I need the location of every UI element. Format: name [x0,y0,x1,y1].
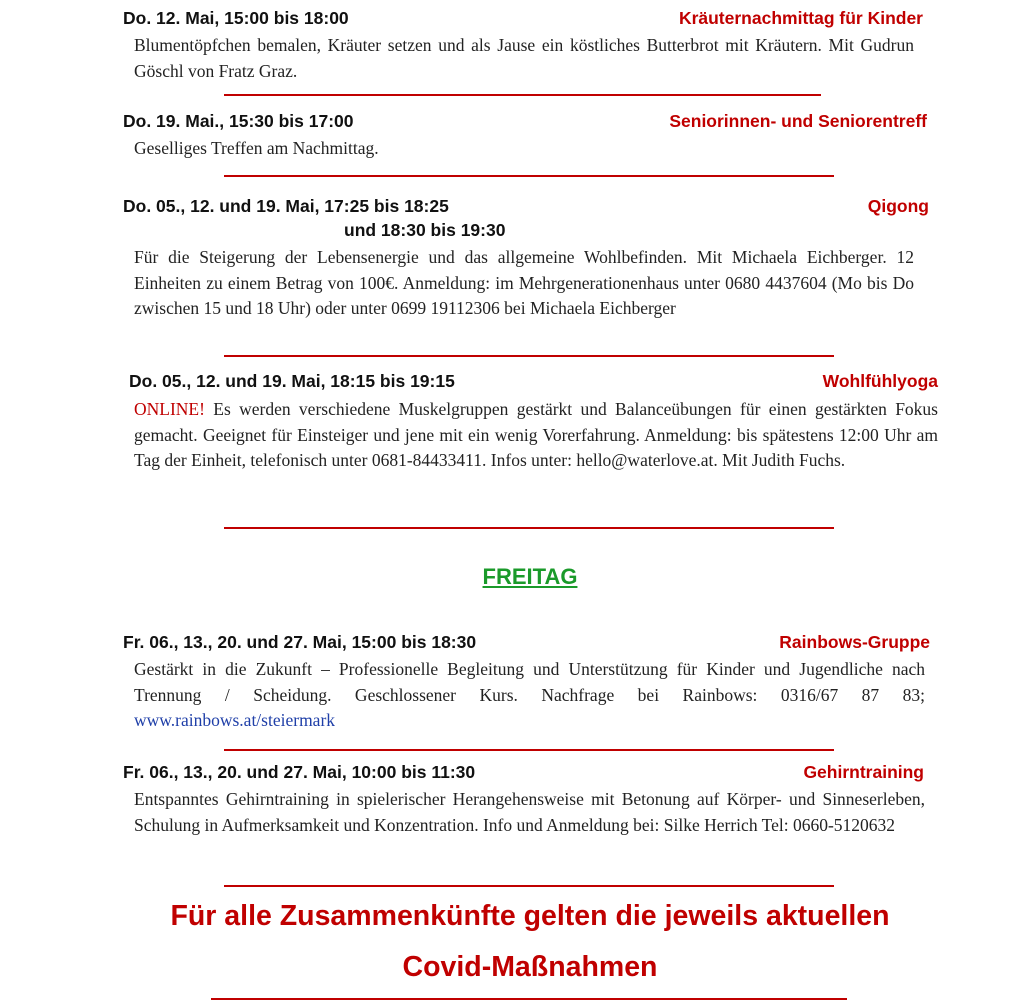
covid-notice-line1: Für alle Zusammenkünfte gelten die jeweils aktuellen [170,900,890,932]
event-description: Für die Steigerung der Lebensenergie und das allgemeine Wohlbefinden. Mit Michaela Eichberger. 12 Einheiten zu einem Betrag von 100€. Anmeldung: im Mehrgenerationenhaus unter 0680 4437604 (Mo bis Do zwischen 15 und 18 Uhr) oder unter 0699 19112306 bei Michaela Eichberger [134,247,914,318]
event-date: Do. 05., 12. und 19. Mai, 18:15 bis 19:15 [129,371,455,391]
event-title: Wohlfühlyoga [822,371,938,391]
day-heading: FREITAG [482,564,578,589]
event-description-text: Es werden verschiedene Muskelgruppen gestärkt und Balanceübungen für einen gestärkten Fokus gemacht. Geeignet für Einsteiger und jene mit ein wenig Vorerfahrung. Anmeldung: bis spätestens 12:00 Uhr am Tag der Einheit, telefonisch unter 0681-84433411. Infos unter: hello@waterlove.at. Mit Judith Fuchs. [134,399,938,470]
event-date: Do. 12. Mai, 15:00 bis 18:00 [123,8,349,28]
event-description: Blumentöpfchen bemalen, Kräuter setzen und als Jause ein köstliches Butterbrot mit Kräutern. Mit Gudrun Göschl von Fratz Graz. [134,35,914,81]
covid-notice-line2: Covid-Maßnahmen [402,951,658,983]
divider [211,998,847,1000]
divider [224,527,834,529]
divider [224,94,821,96]
divider [224,175,834,177]
event-description: Entspanntes Gehirntraining in spielerischer Herangehensweise mit Betonung auf Körper- und Sinneserleben, Schulung in Aufmerksamkeit und Konzentration. Info und Anmeldung bei: Silke Herrich Tel: 0660-5120632 [134,789,925,835]
event-description [134,657,925,734]
divider [224,749,834,751]
divider [224,355,834,357]
event-title: Seniorinnen- und Seniorentreff [669,111,927,131]
event-description [134,397,938,474]
event-date: Do. 19. Mai., 15:30 bis 17:00 [123,111,354,131]
event-date: Fr. 06., 13., 20. und 27. Mai, 10:00 bis 11:30 [123,762,476,782]
event-date: Fr. 06., 13., 20. und 27. Mai, 15:00 bis 18:30 [123,632,477,652]
online-label: ONLINE! [134,399,205,419]
event-description: Geselliges Treffen am Nachmittag. [134,138,379,158]
event-title: Gehirntraining [803,762,924,782]
divider [224,885,834,887]
event-description-text: Gestärkt in die Zukunft – Professionelle Begleitung und Unterstützung für Kinder und Jugendliche nach Trennung / Scheidung. Geschlossener Kurs. Nachfrage bei Rainbows: 0316/67 87 83; [134,659,925,705]
event-title: Qigong [867,196,929,216]
event-date: Do. 05., 12. und 19. Mai, 17:25 bis 18:25 [123,196,449,216]
rainbows-link[interactable]: www.rainbows.at/steiermark [134,710,336,730]
event-title: Kräuternachmittag für Kinder [678,8,923,28]
event-title: Rainbows-Gruppe [779,632,930,652]
event-date-second-line: und 18:30 bis 19:30 [344,220,506,240]
